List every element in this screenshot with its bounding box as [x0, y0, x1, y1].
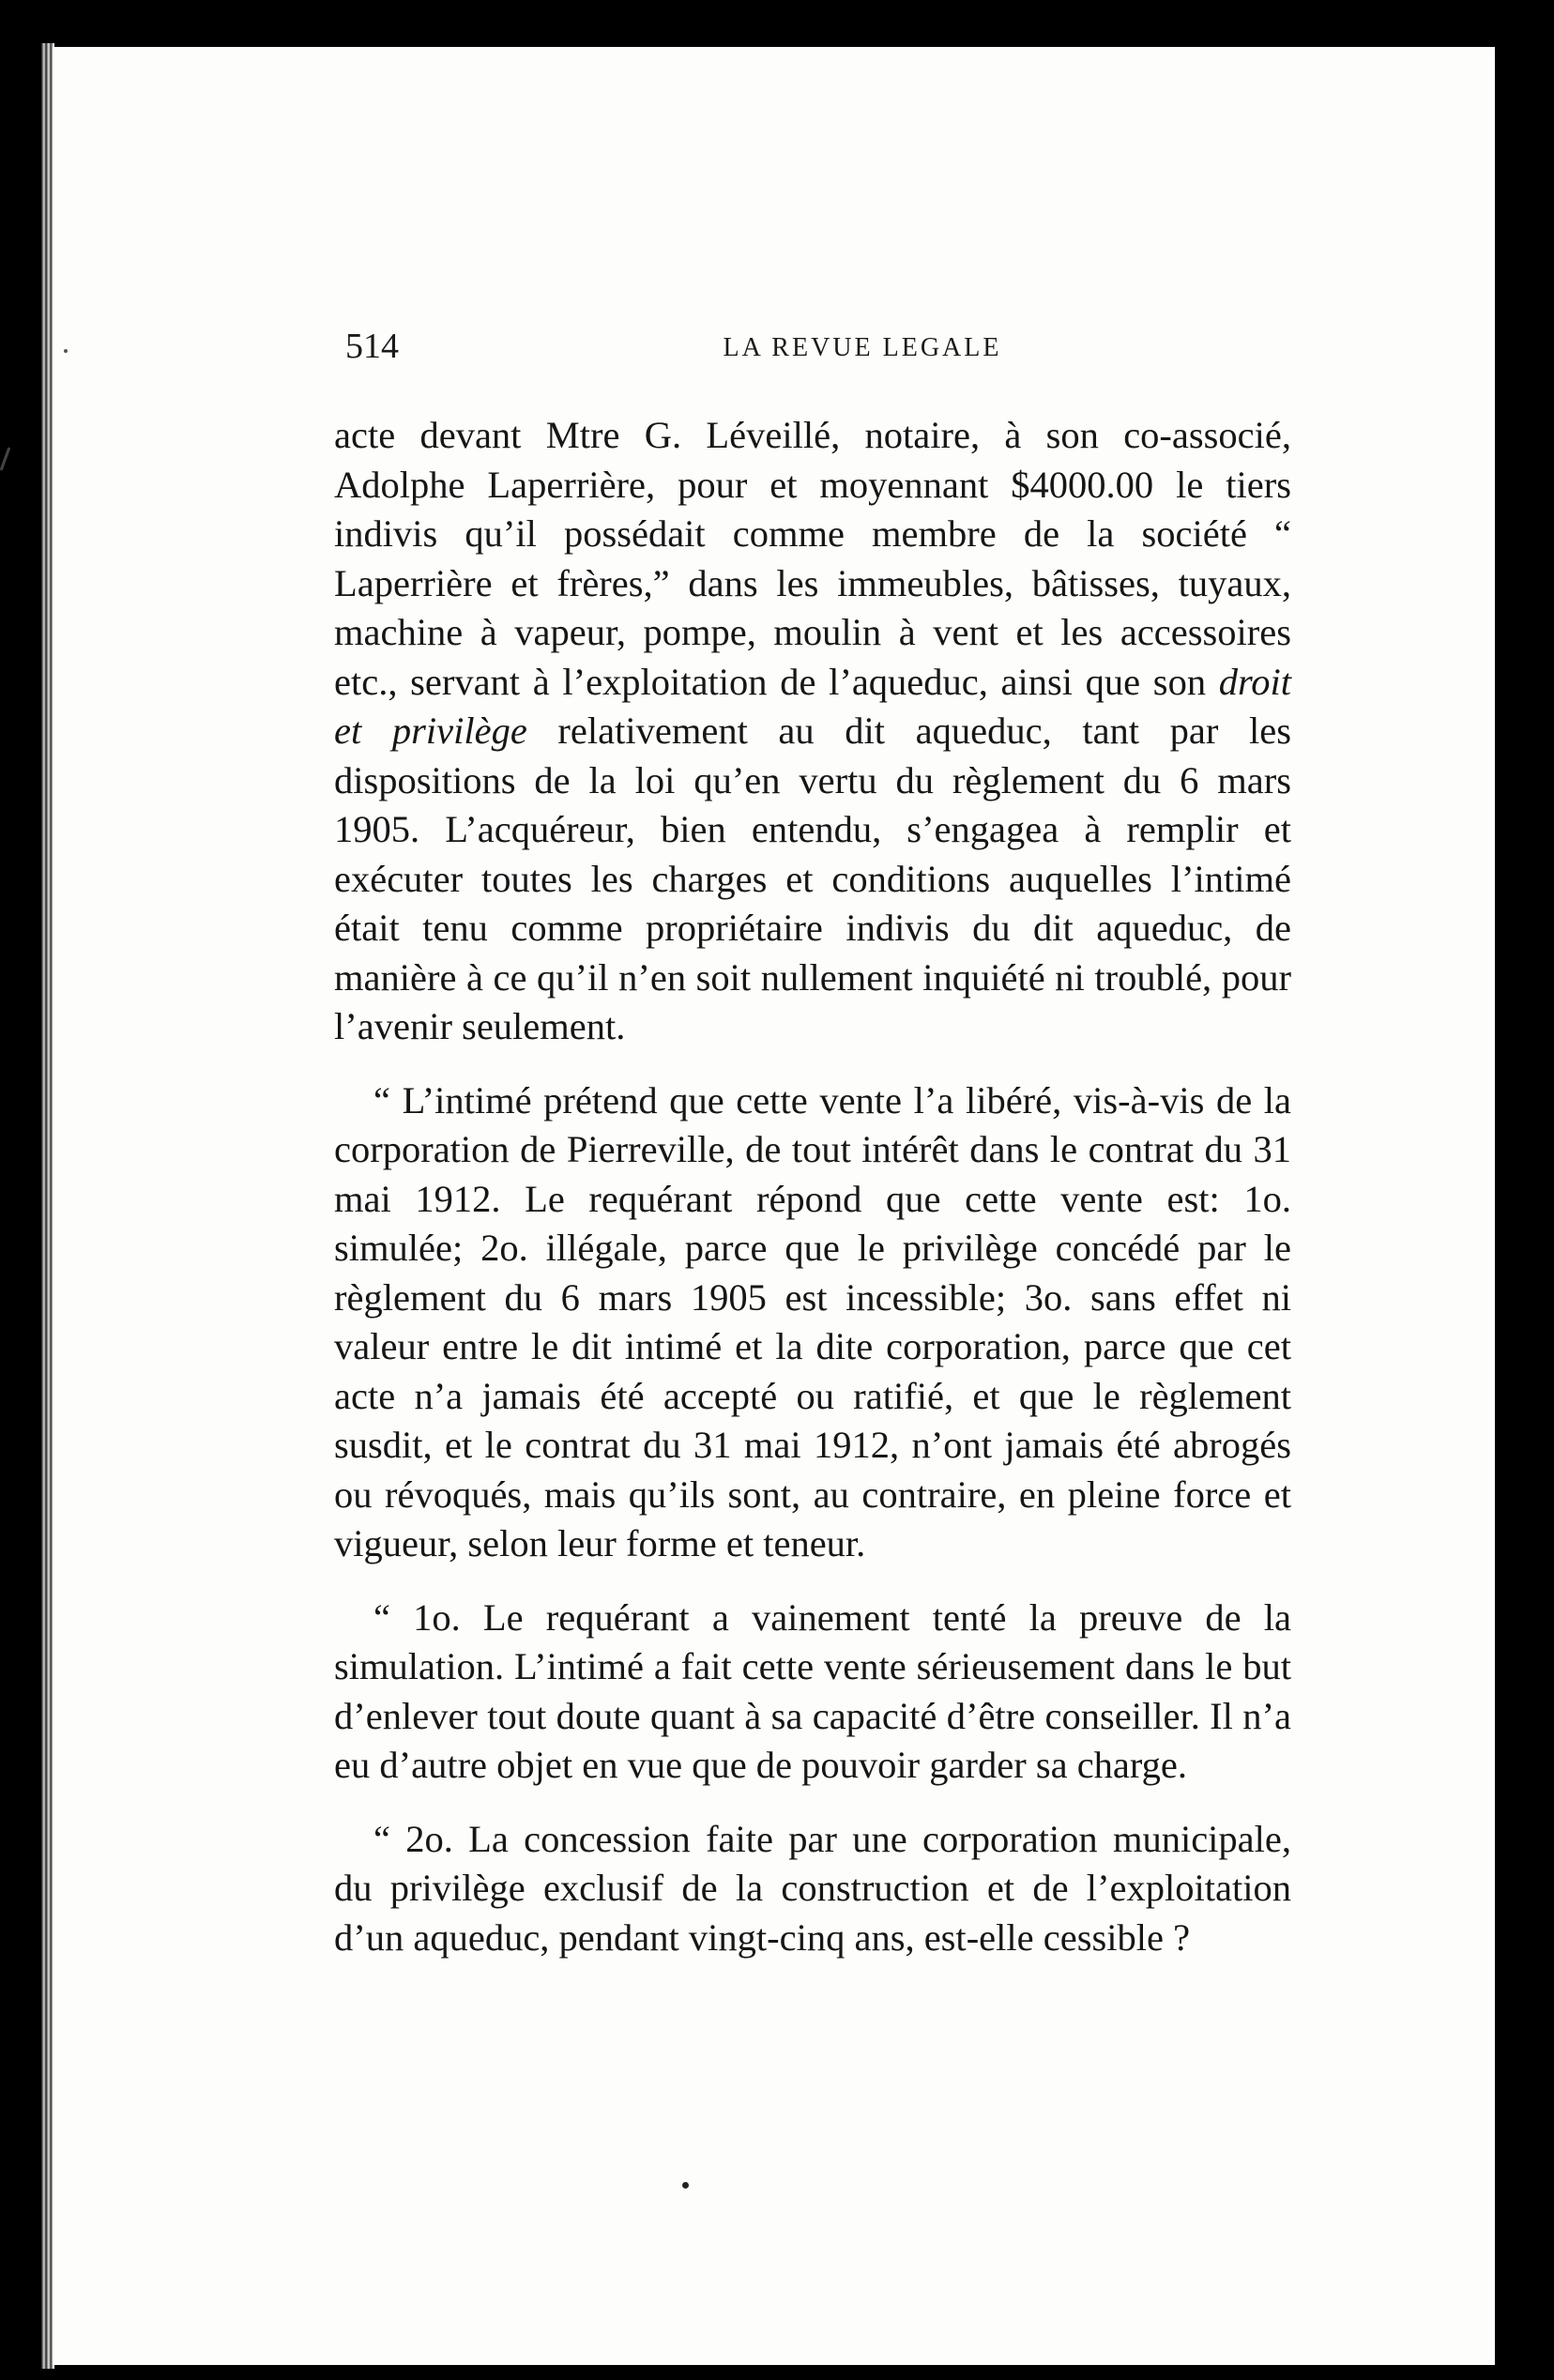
- italic-phrase: droit et privilège: [334, 660, 1291, 752]
- page-header: [345, 326, 1295, 373]
- paragraph-text: relativement au dit aqueduc, tant par les dispositions de la loi qu’en vertu du règlement du 6 mars 1905. L’acquéreur, bien entendu, s’engagea à remplir et exécuter toutes les charges et conditions auquelles l’intimé était tenu comme propriétaire indivis du dit aqueduc, de manière à ce qu’il n’en soit nullement inquiété ni troublé, pour l’avenir seulement.: [334, 709, 1291, 1047]
- scan-speck: [0, 447, 10, 470]
- page-body: [334, 411, 1291, 1962]
- scan-speck: [682, 2182, 689, 2189]
- paragraph: “ L’intimé prétend que cette vente l’a libéré, vis-à-vis de la corporation de Pierreville, de tout intérêt dans le contrat du 31 mai 1912. Le requérant répond que cette vente est: 1o. simulée; 2o. illégale, parce que le privilège concédé par le règlement du 6 mars 1905 est incessible; 3o. sans effet ni valeur entre le dit intimé et la dite corporation, parce que cet acte n’a jamais été accepté ou ratifié, et que le règlement susdit, et le contrat du 31 mai 1912, n’ont jamais été abrogés ou révoqués, mais qu’ils sont, au contraire, en pleine force et vigueur, selon leur forme et teneur.: [334, 1078, 1291, 1564]
- page-number: 514: [345, 327, 399, 366]
- scan-speck: [64, 349, 68, 353]
- paragraph: “ 2o. La concession faite par une corporation municipale, du privilège exclusif de la construction et de l’exploitation d’un aqueduc, pendant vingt-cinq ans, est-elle cessible ?: [334, 1817, 1291, 1959]
- page-right-edge: [1495, 38, 1554, 2380]
- paragraph: “ 1o. Le requérant a vainement tenté la preuve de la simulation. L’intimé a fait cette vente sérieusement dans le but d’enlever tout doute quant à sa capacité d’être conseiller. Il n’a eu d’autre objet en vue que de pouvoir garder sa charge.: [334, 1595, 1291, 1786]
- running-title: LA REVUE LEGALE: [723, 333, 1002, 362]
- paragraph: [334, 411, 1291, 1052]
- paragraph-text: acte devant Mtre G. Léveillé, notaire, à son co-associé, Adolphe Laperrière, pour et moyennant $4000.00 le tiers indivis qu’il possédait comme membre de la société “ Laperrière et frères,” dans les immeubles, bâtisses, tuyaux, machine à vapeur, pompe, moulin à vent et les accessoires etc., servant à l’exploitation de l’aqueduc, ainsi que son: [334, 414, 1291, 703]
